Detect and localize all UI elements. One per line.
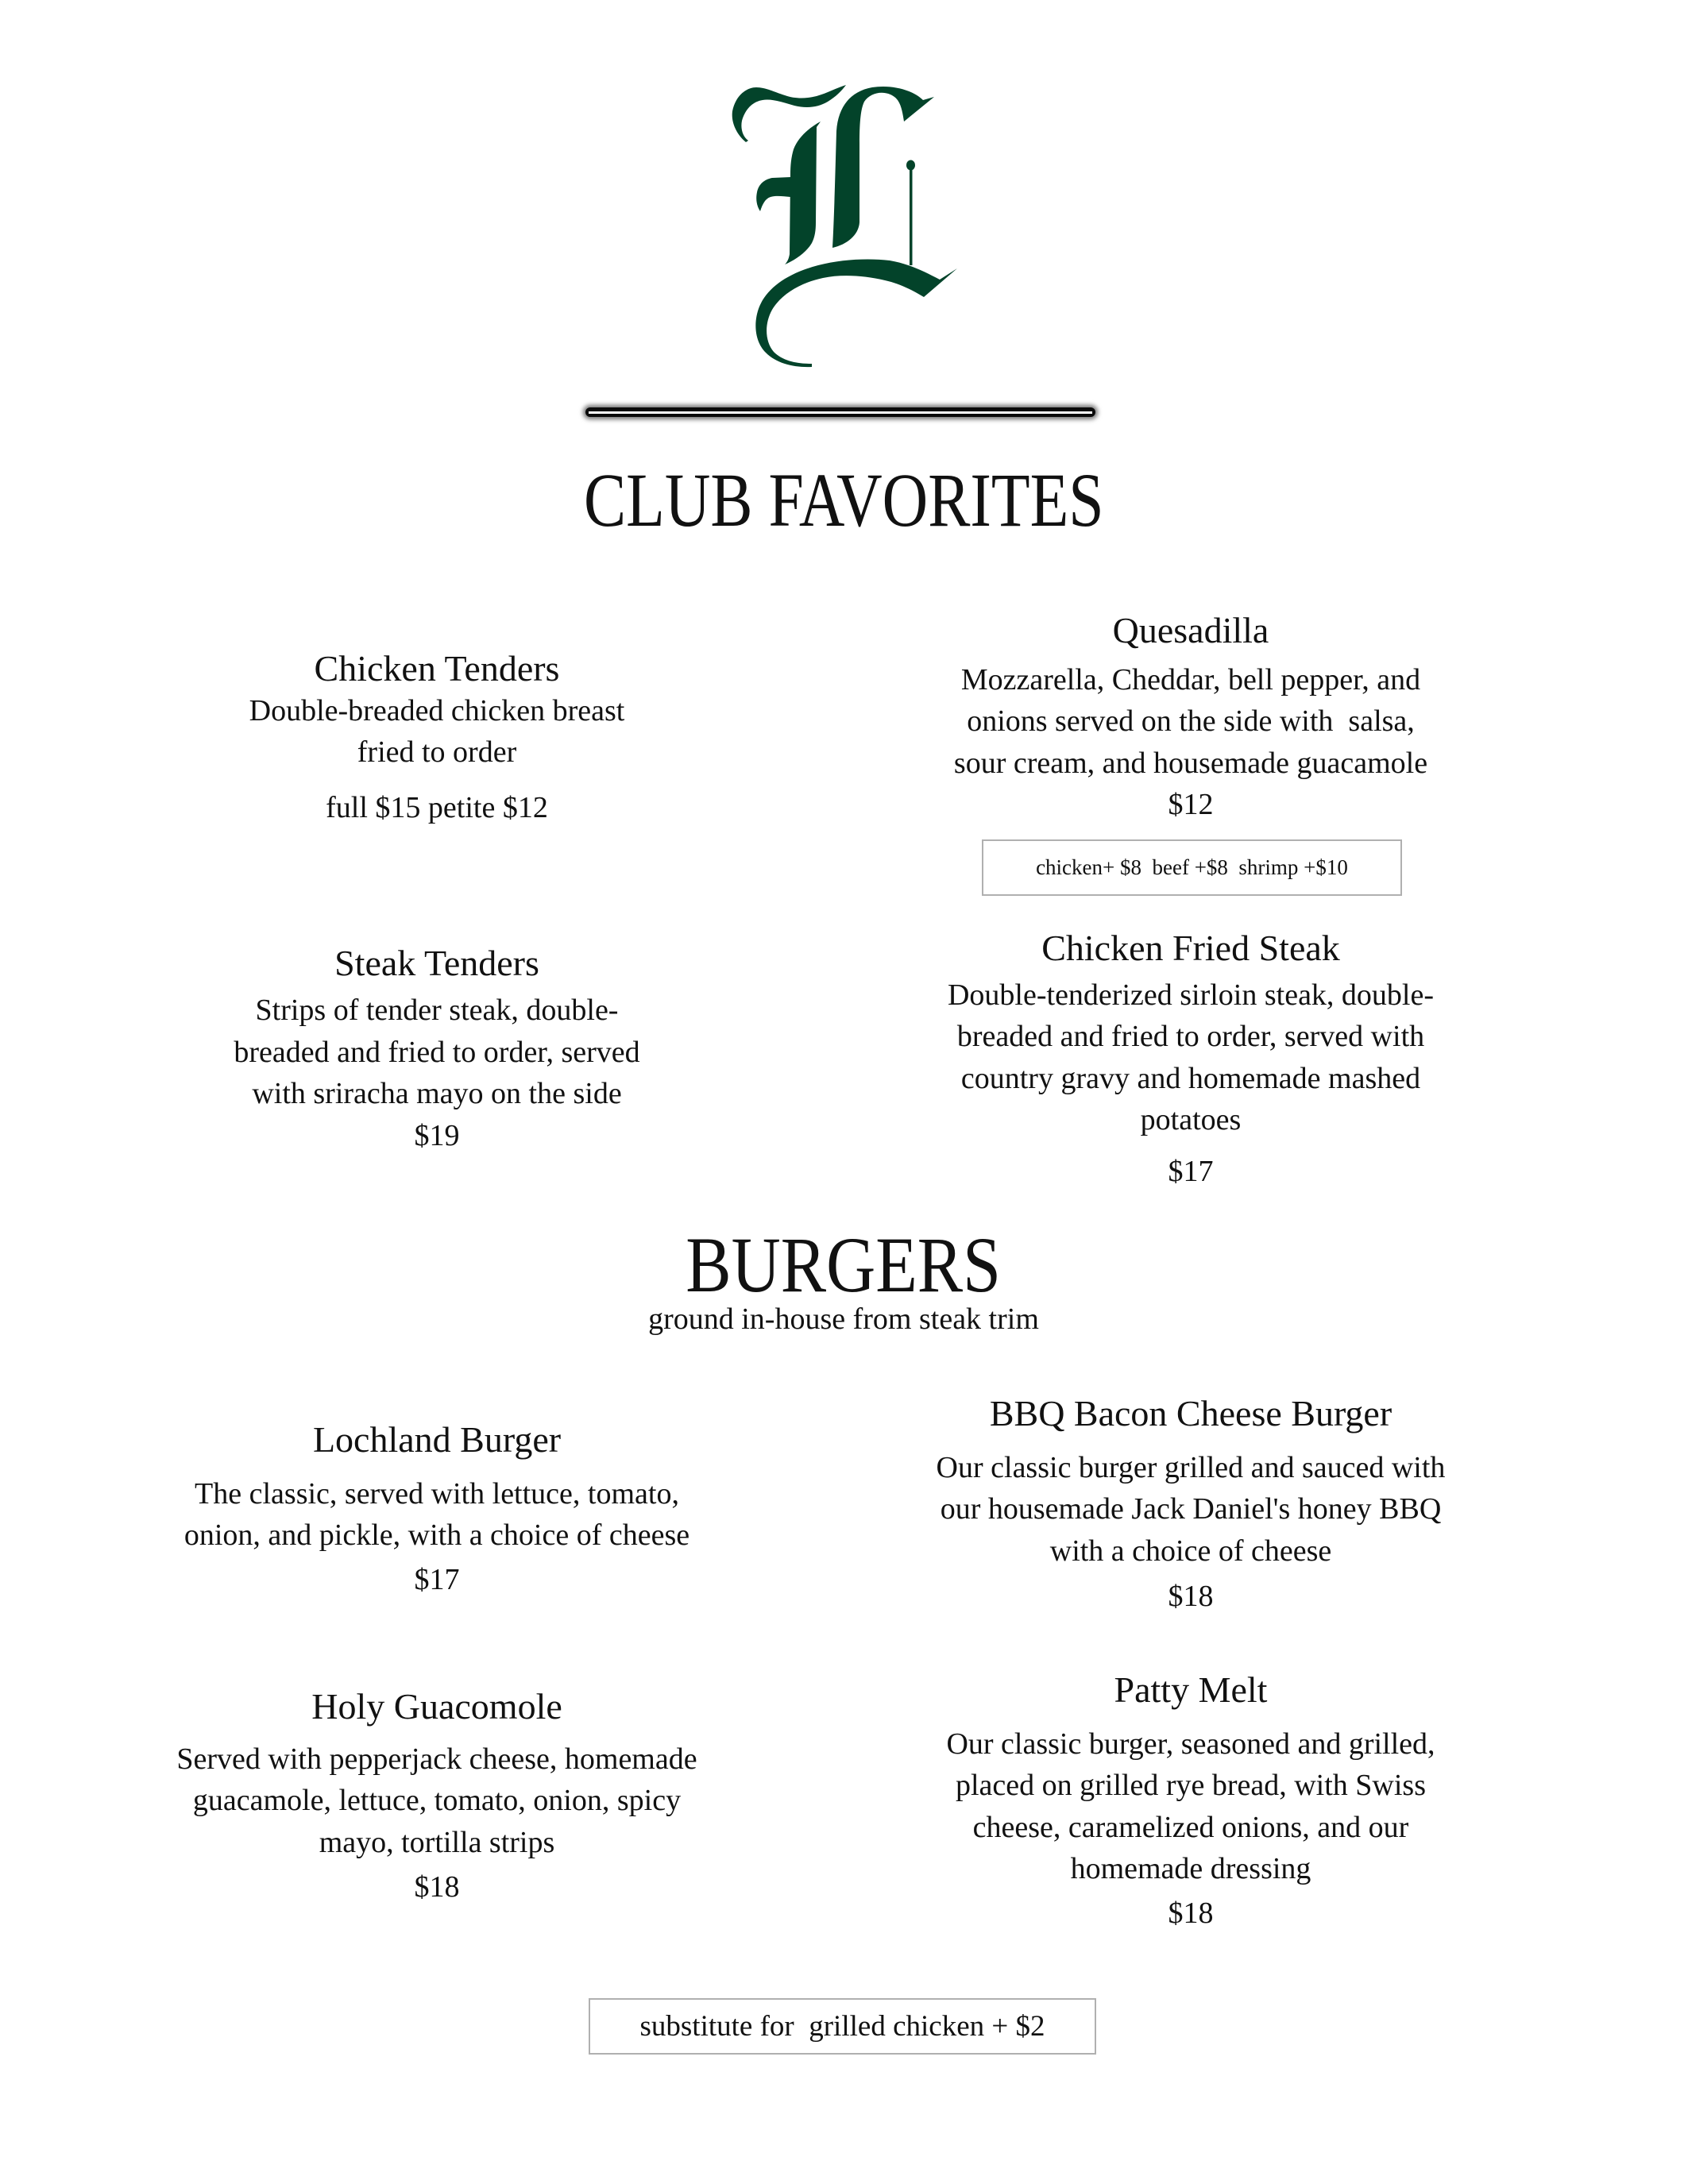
item-price: $18 [1168, 1897, 1214, 1930]
item-description-line: placed on grilled rye bread, with Swiss [955, 1769, 1427, 1802]
item-description-line: Our classic burger grilled and sauced with [936, 1451, 1446, 1484]
item-description-line: potatoes [1140, 1103, 1242, 1136]
item-price: full $15 petite $12 [326, 791, 548, 824]
section-title-club-favorites [446, 457, 1241, 544]
item-description-line: Our classic burger, seasoned and grilled, [946, 1727, 1435, 1761]
item-price: $18 [1168, 1580, 1214, 1613]
item-price: $17 [414, 1563, 460, 1596]
item-description-line: cheese, caramelized onions, and our [972, 1811, 1409, 1844]
item-description-line: Strips of tender steak, double- [255, 994, 619, 1027]
item-description-line: with a choice of cheese [1049, 1534, 1332, 1568]
logo-rod [910, 165, 913, 265]
item-description-line: country gravy and homemade mashed [960, 1062, 1421, 1095]
item-name: BBQ Bacon Cheese Burger [989, 1393, 1393, 1433]
item-description-line: onion, and pickle, with a choice of cheese [183, 1518, 690, 1552]
logo-l-stem [832, 87, 934, 248]
item-description-line: homemade dressing [1070, 1852, 1311, 1885]
item-name: Patty Melt [1114, 1669, 1268, 1710]
item-description-line: Served with pepperjack cheese, homemade [176, 1742, 697, 1776]
logo-swash [732, 85, 846, 142]
item-description-line: breaded and fried to order, served with [956, 1020, 1425, 1053]
item-name: Steak Tenders [334, 943, 539, 983]
logo-knob [906, 160, 915, 171]
item-description-line: our housemade Jack Daniel's honey BBQ [940, 1492, 1442, 1526]
item-price: $18 [414, 1870, 460, 1904]
section-title-burgers [446, 1221, 1241, 1309]
item-description-line: Double-tenderized sirloin steak, double- [947, 978, 1435, 1012]
lochland-logo [715, 64, 985, 381]
item-price: $19 [414, 1119, 460, 1152]
item-description-line: sour cream, and housemade guacamole [953, 747, 1428, 780]
item-name: Holy Guacomole [311, 1686, 562, 1727]
header-divider [585, 407, 1095, 417]
logo-f-bar [756, 177, 790, 211]
item-description-line: mayo, tortilla strips [319, 1826, 555, 1859]
section-title-text: CLUB FAVORITES [583, 457, 1104, 542]
item-description-line: fried to order [357, 735, 517, 769]
logo-l-sweep [755, 259, 957, 367]
item-name: Chicken Tenders [314, 648, 560, 689]
item-price: $17 [1168, 1155, 1214, 1188]
section-subtitle-burgers: ground in-house from steak trim [648, 1302, 1039, 1336]
item-price: $12 [1168, 788, 1214, 821]
item-description-line: Mozzarella, Cheddar, bell pepper, and [960, 663, 1421, 696]
quesadilla-addons-box: chicken+ $8 beef +$8 shrimp +$10 [982, 839, 1402, 896]
section-title-text: BURGERS [686, 1221, 1002, 1309]
item-name: Chicken Fried Steak [1041, 928, 1340, 968]
item-description-line: onions served on the side with salsa, [967, 704, 1415, 738]
item-description-line: The classic, served with lettuce, tomato, [195, 1477, 679, 1511]
item-name: Lochland Burger [312, 1419, 562, 1460]
item-name: Quesadilla [1112, 610, 1269, 650]
item-description-line: Double-breaded chicken breast [249, 694, 625, 727]
substitution-note-box: substitute for grilled chicken + $2 [589, 1998, 1096, 2055]
item-description-line: guacamole, lettuce, tomato, onion, spicy [192, 1784, 682, 1817]
item-description-line: breaded and fried to order, served [234, 1036, 640, 1069]
item-description-line: with sriracha mayo on the side [252, 1077, 622, 1110]
